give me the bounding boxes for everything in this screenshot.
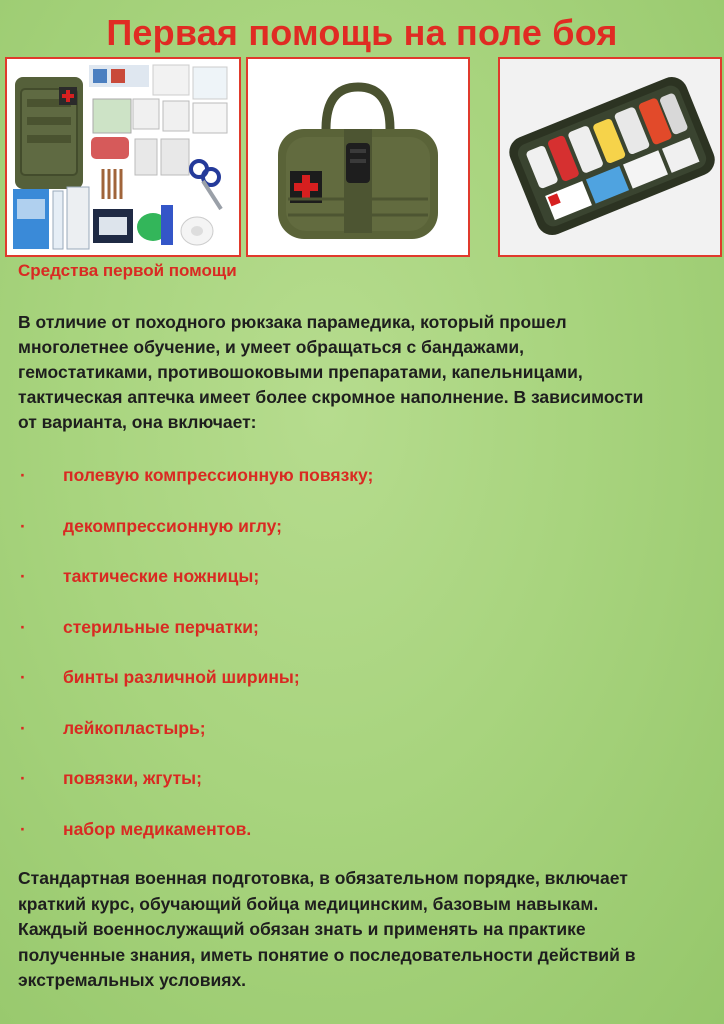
list-item [18,766,708,817]
opened-kit-photo [498,57,722,257]
closing-line: краткий курс, обучающий бойца медицинским, базовым навыкам. [18,893,599,914]
bullet: · [20,768,26,788]
list-item-text: повязки, жгуты; [63,768,202,788]
intro-line: гемостатиками, противошоковыми препаратами, капельницами, [18,362,583,382]
list-item [18,564,708,615]
closing-line: Стандартная военная подготовка, в обязательном порядке, включает [18,868,628,888]
closing-line: экстремальных условиях. [18,970,247,990]
intro-paragraph [18,310,708,435]
section-subtitle: Средства первой помощи [18,261,237,280]
bullet: · [20,515,26,536]
bullet: · [20,465,26,485]
closing-line: полученные знания, иметь понятие о последовательности действий в [18,944,636,965]
bullet: · [20,566,26,586]
list-item [18,463,708,514]
closing-line: Каждый военнослужащий обязан знать и применять на практике [18,919,586,939]
list-item [18,716,708,767]
bullet: · [20,717,26,738]
list-item-text: набор медикаментов. [63,818,252,839]
first-aid-kit-contents-photo [5,57,241,257]
intro-line: многолетнее обучение, и умеет обращаться с бандажами, [18,337,525,357]
list-item-text: лейкопластырь; [63,717,206,738]
list-item-text: декомпрессионную иглу; [63,515,282,536]
intro-line: тактическая аптечка имеет более скромное наполнение. В зависимости [18,387,644,407]
intro-line: В отличие от походного рюкзака парамедика, который прошел [18,312,567,332]
tactical-pouch-photo [246,57,470,257]
intro-line: от варианта, она включает: [18,412,257,432]
bullet: · [20,667,26,687]
bullet: · [20,616,26,637]
list-item-text: полевую компрессионную повязку; [63,465,374,485]
list-item-text: стерильные перчатки; [63,616,259,637]
list-item-text: бинты различной ширины; [63,667,300,687]
page-title: Первая помощь на поле боя [106,12,618,53]
list-item [18,615,708,666]
bullet: · [20,818,26,839]
list-item [18,514,708,565]
kit-items-list [18,463,708,867]
list-item-text: тактические ножницы; [63,566,260,586]
list-item [18,817,708,868]
closing-paragraph [18,866,708,994]
list-item [18,665,708,716]
